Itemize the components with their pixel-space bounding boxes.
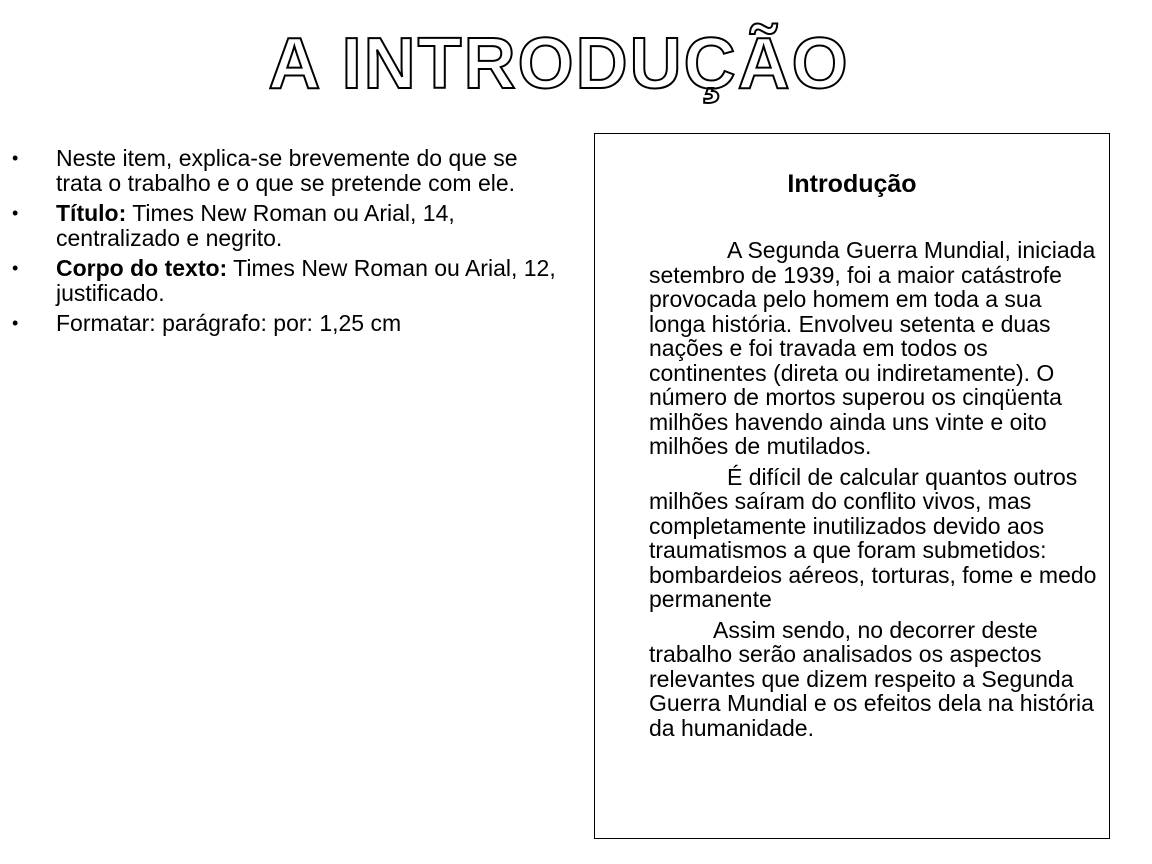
bullet-dot: • [12,203,19,223]
example-paragraph-3: Assim sendo, no decorrer deste trabalho serão analisados os aspectos relevantes que dizem respeito a Segunda Guerra Mundial e os efeitos dela na história da humanidade. [649,616,1094,741]
bullet-dot: • [12,313,19,333]
example-document-page [594,133,1110,839]
bullet-label: Corpo do texto: [56,255,228,281]
bullet-item-title-format [12,201,560,251]
bullet-text: Times New Roman ou Arial, 14, centralizado e negrito. [56,200,455,251]
bullet-dot: • [12,148,19,168]
instruction-bullet-list [12,146,560,341]
bullet-item-body-format [12,256,560,306]
example-paragraph-2: É difícil de calcular quantos outros milhões saíram do conflito vivos, mas completamente inutilizados devido aos traumatismos a que foram submetidos: bombardeios aéreos, torturas, fome e medo permanente [649,463,1097,612]
bullet-text: Times New Roman ou Arial, 12, justificado. [56,255,556,306]
bullet-label: Título: [56,200,127,226]
bullet-item-description [12,146,560,196]
example-paragraph-1: A Segunda Guerra Mundial, iniciada setembro de 1939, foi a maior catástrofe provocada pelo homem em toda a sua longa história. Envolveu setenta e duas nações e foi travada em todos os continentes (direta ou indiretamente). O número de mortos superou os cinqüenta milhões havendo ainda uns vinte e oito milhões de mutilados. [649,237,1096,459]
example-page-heading: Introdução [787,170,917,198]
bullet-dot: • [12,258,19,278]
bullet-text: Neste item, explica-se brevemente do que se trata o trabalho e o que se pretende com ele. [56,145,518,196]
bullet-text: Formatar: parágrafo: por: 1,25 cm [56,310,402,336]
slide-title: A INTRODUÇÃO [268,24,850,104]
bullet-item-paragraph-format [12,311,560,336]
example-page-body [649,238,1099,746]
